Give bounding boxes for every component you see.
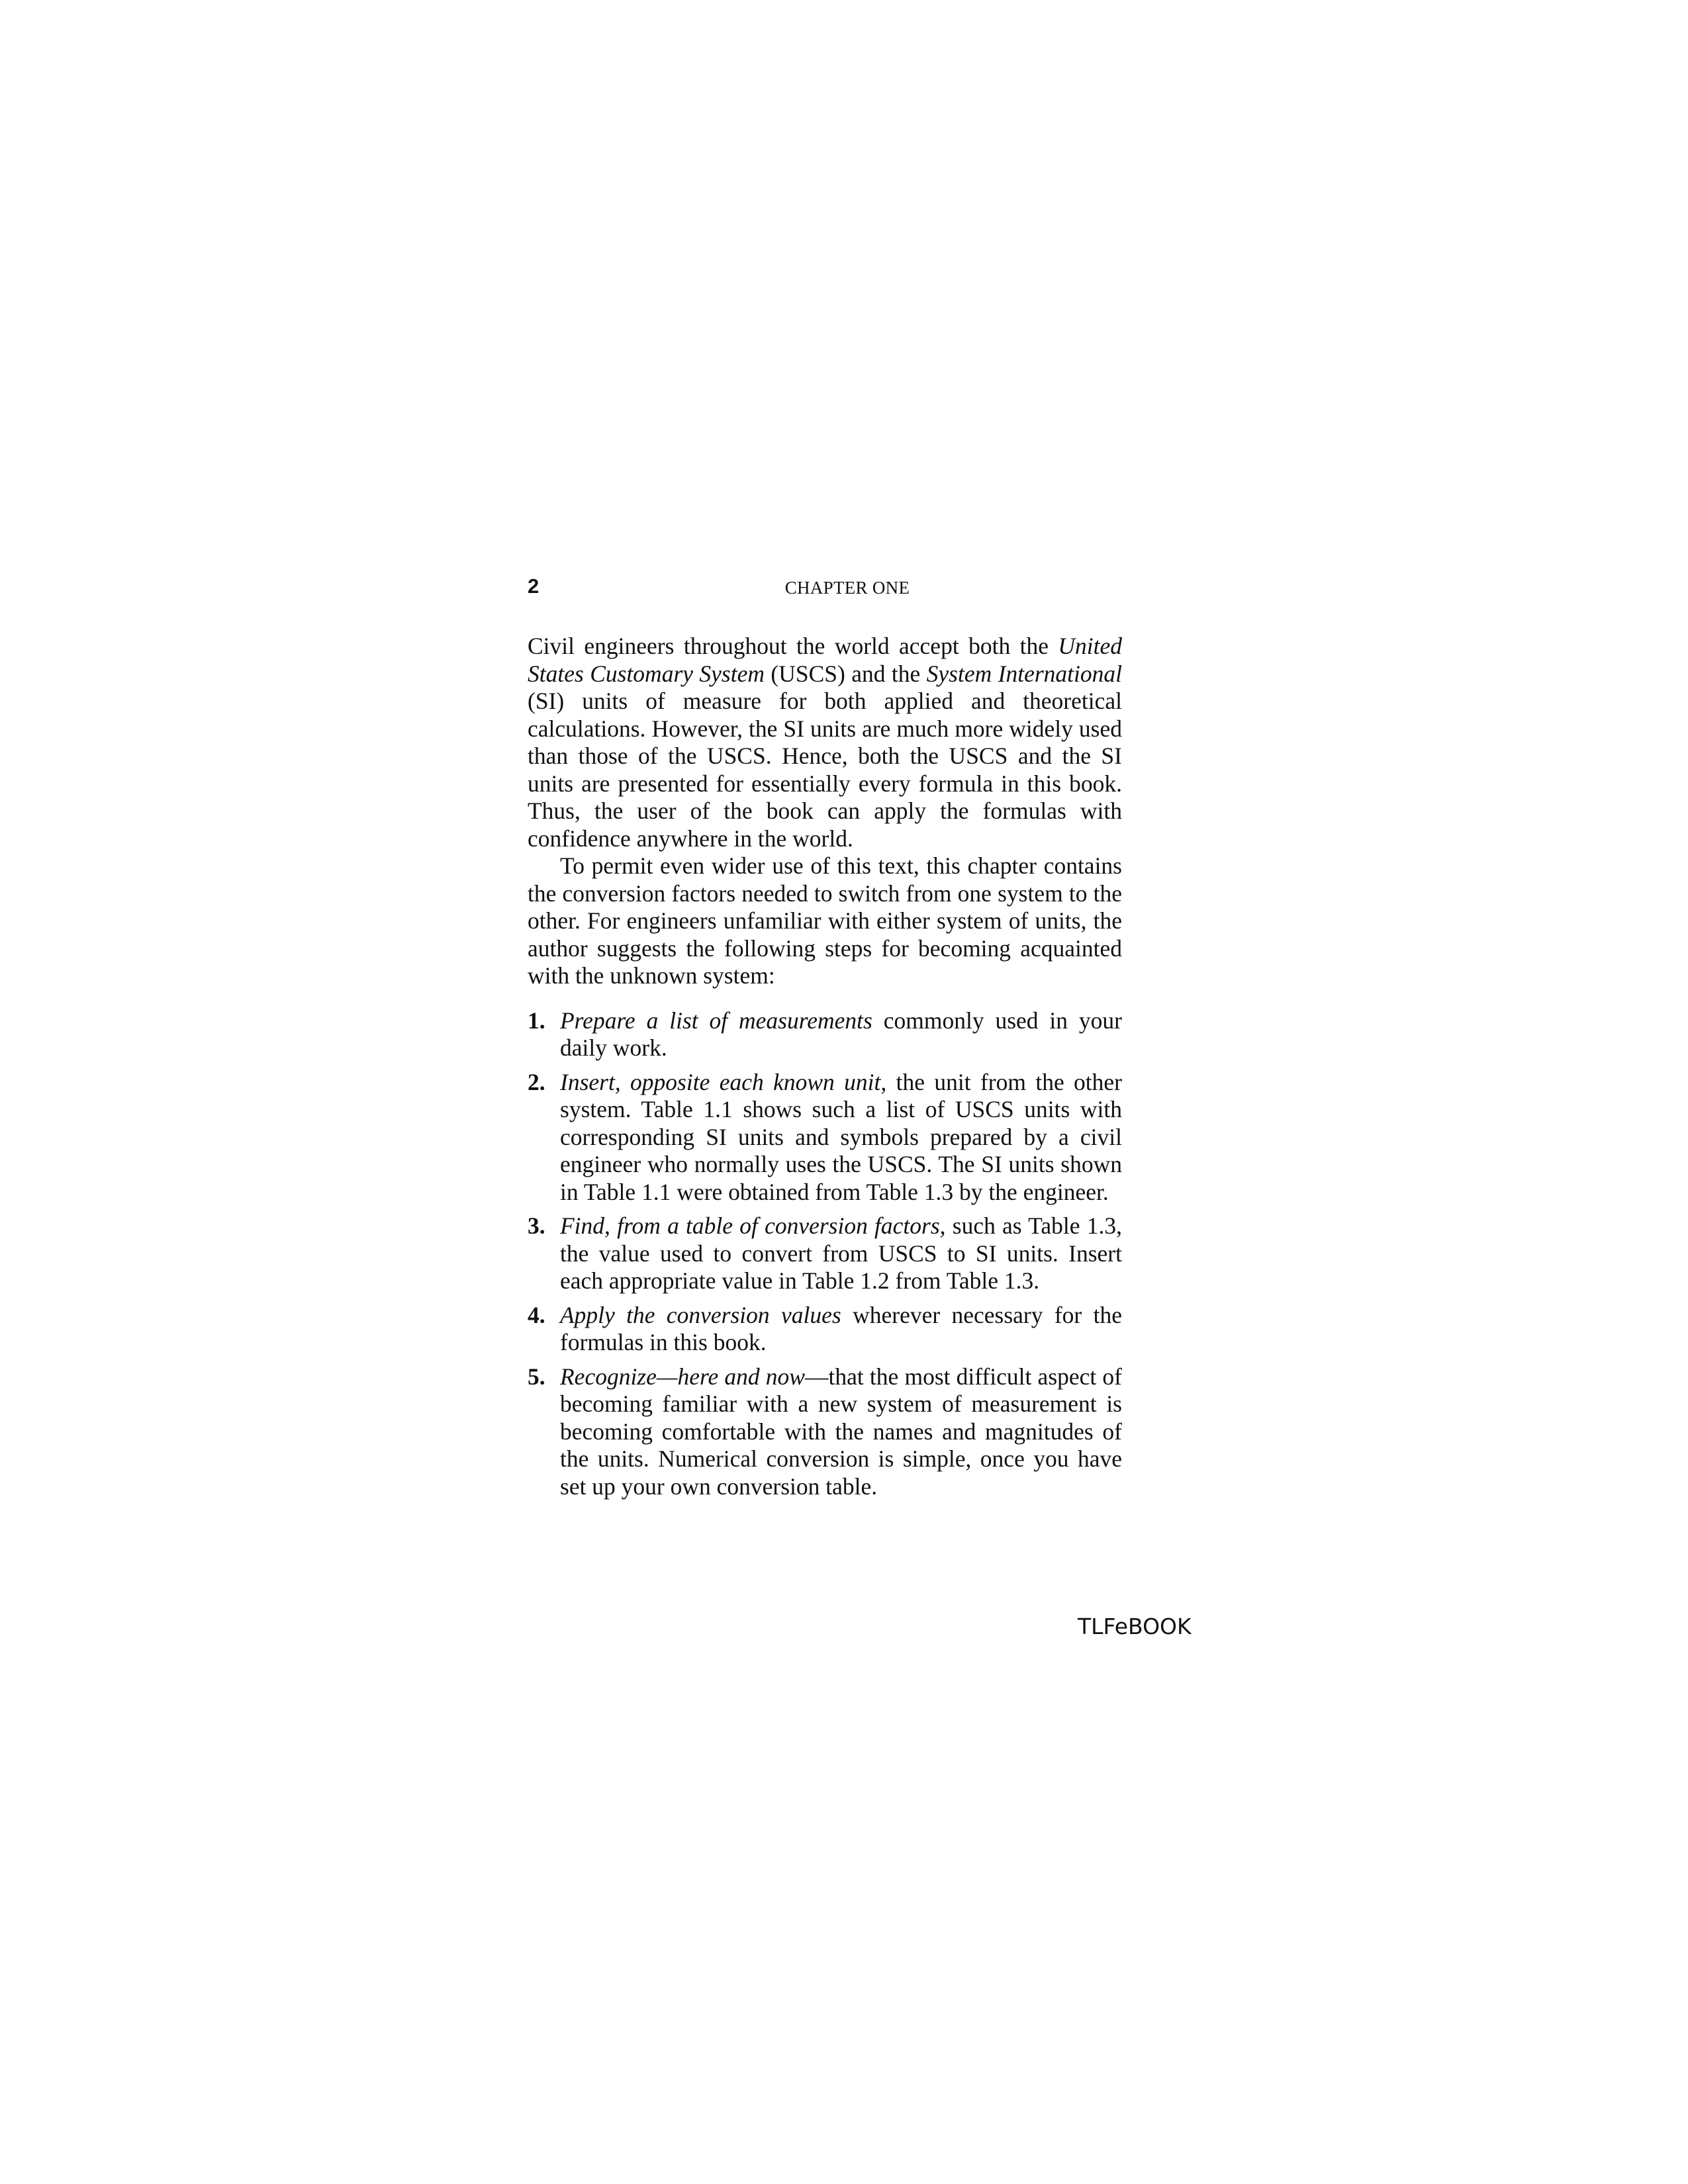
step-number: 2. bbox=[528, 1068, 545, 1095]
italic-term: United States Customary System bbox=[528, 633, 1122, 687]
list-item bbox=[528, 1069, 1122, 1206]
list-item bbox=[528, 1302, 1122, 1357]
watermark-text: TLFeBOOK bbox=[1078, 1614, 1192, 1639]
step-emphasis: Insert, opposite each known unit, bbox=[560, 1068, 887, 1095]
step-emphasis: Prepare a list of measurements bbox=[560, 1007, 872, 1034]
paragraph bbox=[528, 633, 1122, 852]
list-item bbox=[528, 1007, 1122, 1062]
step-emphasis: Find, from a table of conversion factors, bbox=[560, 1212, 946, 1239]
paragraph: To permit even wider use of this text, this chapter contains the conversion factors needed to switch from one system to the other. For engineers unfamiliar with either system of units, the author suggests the following steps for becoming acquainted with the unknown system: bbox=[528, 852, 1122, 989]
step-emphasis: Apply the conversion values bbox=[560, 1301, 841, 1328]
italic-term: System International bbox=[926, 660, 1122, 687]
page-number: 2 bbox=[528, 574, 539, 598]
step-emphasis: Recognize—here and now bbox=[560, 1363, 805, 1390]
step-text: such as Table 1.3, the value used to convert from USCS to SI units. Insert each appropriate value in Table 1.2 from Table 1.3. bbox=[560, 1212, 1122, 1294]
step-number: 3. bbox=[528, 1212, 545, 1239]
steps-list bbox=[528, 1007, 1122, 1501]
body-text bbox=[528, 633, 1122, 1507]
step-text: the unit from the other system. Table 1.1 shows such a list of USCS units with corresponding SI units and symbols prepared by a civil engineer who normally uses the USCS. The SI units shown in Table 1.1 were obtained from Table 1.3 by the engineer. bbox=[560, 1068, 1123, 1205]
step-number: 5. bbox=[528, 1363, 545, 1390]
paragraph-text: (SI) units of measure for both applied and theoretical calculations. However, the SI units are much more widely used than those of the USCS. Hence, both the USCS and the SI units are presented for essentially every formula in this book. Thus, the user of the book can apply the formulas with confidence anywhere in the world. bbox=[528, 688, 1122, 852]
paragraph-text: (USCS) and the bbox=[765, 660, 927, 687]
running-head: CHAPTER ONE bbox=[784, 578, 910, 598]
list-item bbox=[528, 1363, 1122, 1501]
list-item bbox=[528, 1212, 1122, 1295]
paragraph-text: Civil engineers throughout the world accept both the bbox=[528, 633, 1058, 659]
step-text: wherever necessary for the formulas in this book. bbox=[560, 1301, 1122, 1355]
step-number: 4. bbox=[528, 1301, 545, 1328]
step-text: commonly used in your daily work. bbox=[560, 1007, 1123, 1061]
step-number: 1. bbox=[528, 1007, 545, 1034]
step-text: —that the most difficult aspect of becoming familiar with a new system of measurement is becoming comfortable with the names and magnitudes of the units. Numerical conversion is simple, once you have set up your own conversion table. bbox=[560, 1363, 1123, 1500]
